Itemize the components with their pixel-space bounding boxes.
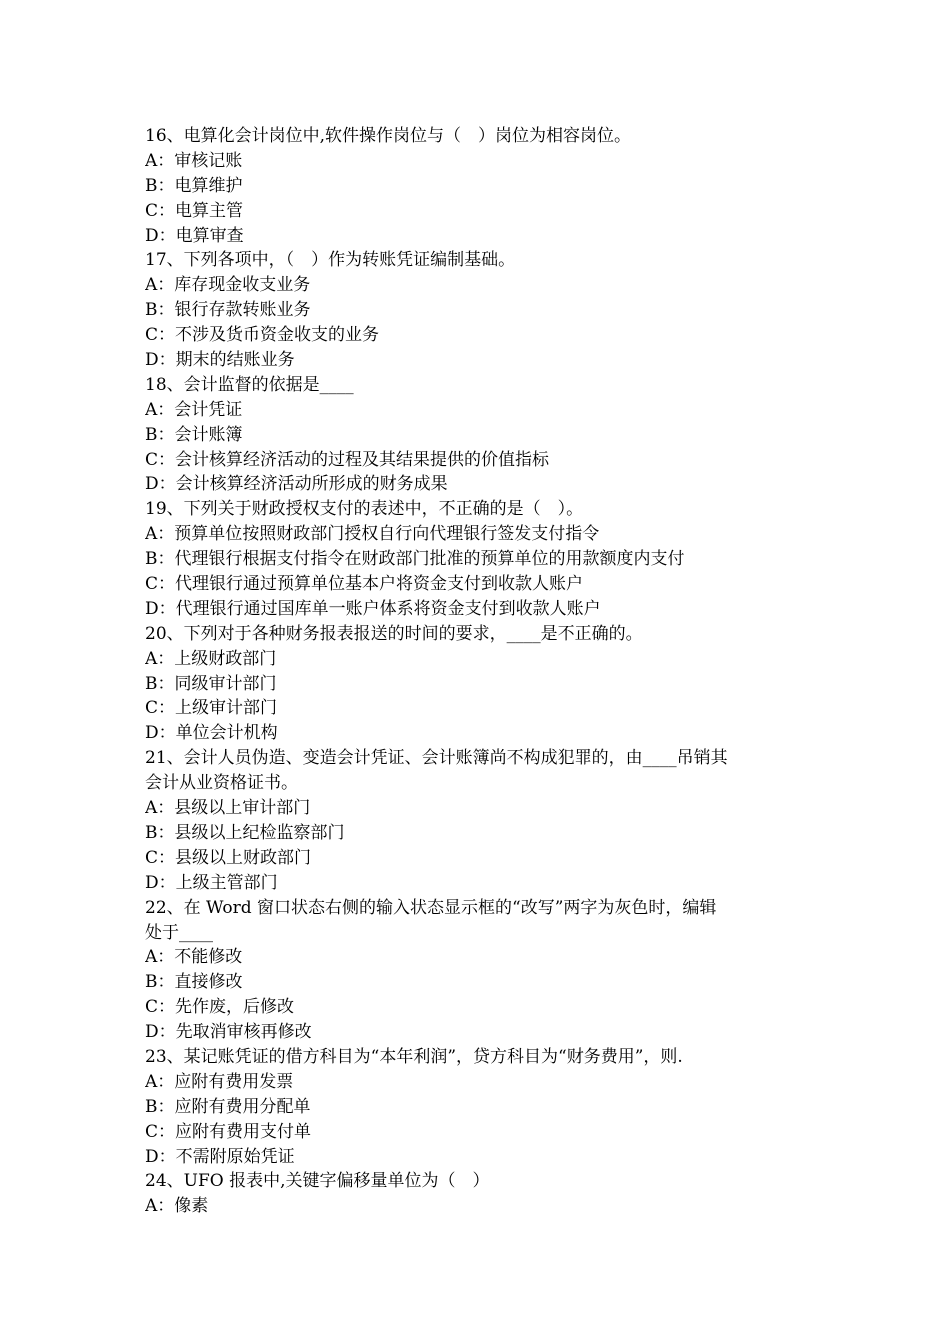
option-a: A：会计凭证 bbox=[145, 399, 243, 420]
document-body bbox=[145, 124, 810, 1219]
option-d: D：单位会计机构 bbox=[145, 723, 278, 744]
option-b: B：同级审计部门 bbox=[145, 673, 277, 694]
question-text: 22、在 Word 窗口状态右侧的输入状态显示框的“改写”两字为灰色时，编辑 bbox=[145, 897, 717, 918]
question-text: 23、某记账凭证的借方科目为“本年利润”，贷方科目为“财务费用”，则. bbox=[145, 1046, 683, 1067]
option-c: C：代理银行通过预算单位基本户将资金支付到收款人账户 bbox=[145, 574, 584, 595]
question-23 bbox=[145, 1045, 810, 1169]
question-text: 20、下列对于各种财务报表报送的时间的要求，____是不正确的。 bbox=[145, 623, 643, 644]
option-b: B：电算维护 bbox=[145, 175, 243, 196]
option-c: C：先作废，后修改 bbox=[145, 997, 295, 1018]
option-d: D：会计核算经济活动所形成的财务成果 bbox=[145, 474, 448, 495]
option-a: A：县级以上审计部门 bbox=[145, 798, 311, 819]
question-19 bbox=[145, 497, 810, 621]
option-c: C：应附有费用支付单 bbox=[145, 1121, 312, 1142]
question-24 bbox=[145, 1169, 810, 1219]
option-d: D：不需附原始凭证 bbox=[145, 1146, 295, 1167]
option-c: C：电算主管 bbox=[145, 200, 244, 221]
option-a: A：上级财政部门 bbox=[145, 648, 277, 669]
option-b: B：县级以上纪检监察部门 bbox=[145, 822, 345, 843]
question-text: 17、下列各项中，（ ）作为转账凭证编制基础。 bbox=[145, 250, 516, 271]
option-b: B：应附有费用分配单 bbox=[145, 1096, 311, 1117]
option-b: B：会计账簿 bbox=[145, 424, 243, 445]
option-d: D：期末的结账业务 bbox=[145, 350, 295, 371]
question-20 bbox=[145, 622, 810, 746]
question-22 bbox=[145, 896, 810, 1045]
option-d: D：电算审查 bbox=[145, 225, 244, 246]
option-c: C：不涉及货币资金收支的业务 bbox=[145, 325, 380, 346]
question-text: 21、会计人员伪造、变造会计凭证、会计账簿尚不构成犯罪的，由____吊销其 bbox=[145, 748, 728, 769]
question-16 bbox=[145, 124, 810, 248]
question-18 bbox=[145, 373, 810, 497]
option-c: C：县级以上财政部门 bbox=[145, 847, 312, 868]
option-a: A：应附有费用发票 bbox=[145, 1071, 294, 1092]
question-text-continued: 处于____ bbox=[145, 922, 213, 943]
question-text: 16、电算化会计岗位中,软件操作岗位与（ ）岗位为相容岗位。 bbox=[145, 126, 632, 146]
option-a: A：不能修改 bbox=[145, 947, 243, 968]
option-b: B：直接修改 bbox=[145, 972, 243, 993]
question-text-continued: 会计从业资格证书。 bbox=[145, 773, 298, 794]
option-a: A：像素 bbox=[145, 1196, 209, 1217]
option-b: B：代理银行根据支付指令在财政部门批准的预算单位的用款额度内支付 bbox=[145, 549, 685, 570]
option-b: B：银行存款转账业务 bbox=[145, 300, 311, 321]
option-d: D：先取消审核再修改 bbox=[145, 1022, 312, 1043]
question-text: 18、会计监督的依据是____ bbox=[145, 374, 354, 395]
option-a: A：预算单位按照财政部门授权自行向代理银行签发支付指令 bbox=[145, 524, 600, 545]
question-17 bbox=[145, 248, 810, 372]
question-21 bbox=[145, 746, 810, 895]
option-c: C：上级审计部门 bbox=[145, 698, 278, 719]
option-d: D：代理银行通过国库单一账户体系将资金支付到收款人账户 bbox=[145, 598, 601, 619]
option-c: C：会计核算经济活动的过程及其结果提供的价值指标 bbox=[145, 449, 550, 470]
question-text: 24、UFO 报表中,关键字偏移量单位为（ ） bbox=[145, 1171, 490, 1192]
option-d: D：上级主管部门 bbox=[145, 872, 278, 893]
option-a: A：库存现金收支业务 bbox=[145, 275, 311, 296]
question-text: 19、下列关于财政授权支付的表述中，不正确的是（ ）。 bbox=[145, 499, 584, 520]
option-a: A：审核记账 bbox=[145, 150, 243, 171]
